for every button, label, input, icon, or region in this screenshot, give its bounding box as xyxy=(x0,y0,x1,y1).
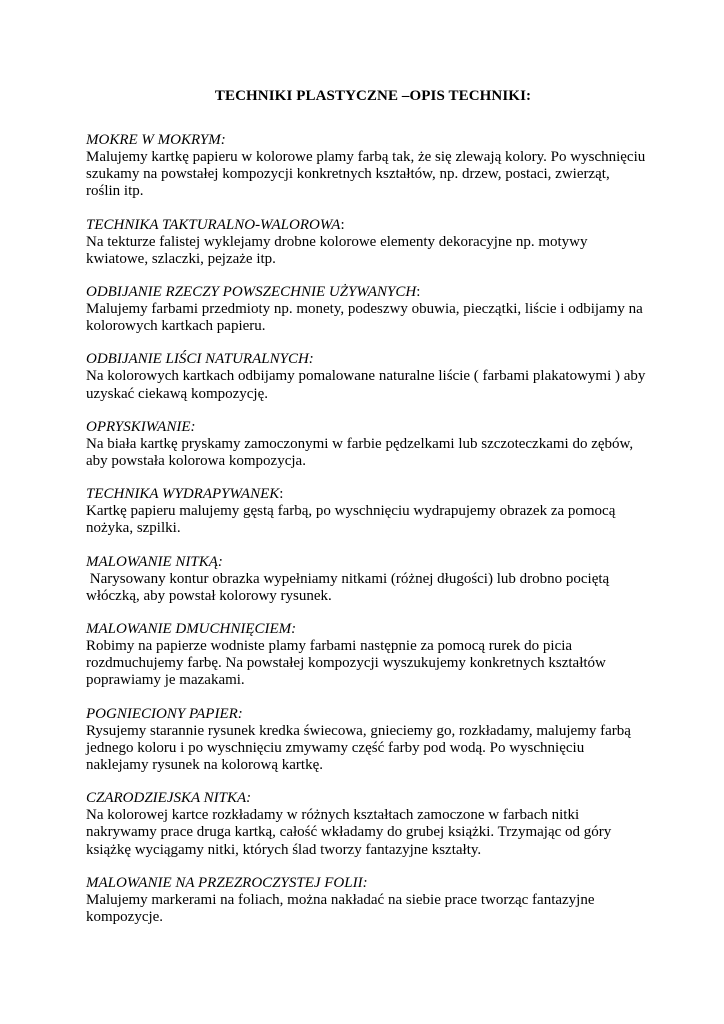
section-heading xyxy=(86,790,646,807)
section-heading-text: OPRYSKIWANIE: xyxy=(86,418,196,435)
section-body: Na kolorowych kartkach odbijamy pomalowane naturalne liście ( farbami plakatowymi ) aby uzyskać ciekawą kompozycję. xyxy=(86,368,646,402)
section-heading-suffix: : xyxy=(279,486,284,503)
section-mokre-w-mokrym xyxy=(86,132,646,201)
section-heading-text: MALOWANIE NITKĄ: xyxy=(86,553,223,570)
section-heading-text: MOKRE W MOKRYM: xyxy=(86,132,226,148)
section-body: Na biała kartkę pryskamy zamoczonymi w farbie pędzelkami lub szczoteczkami do zębów, aby powstała kolorowa kompozycja. xyxy=(86,435,634,470)
section-heading xyxy=(86,486,646,503)
section-pogniecony-papier xyxy=(86,706,646,775)
section-heading xyxy=(86,419,646,436)
section-opryskiwanie xyxy=(86,419,646,470)
section-heading xyxy=(86,706,646,723)
section-heading-text: CZARODZIEJSKA NITKA: xyxy=(86,790,252,807)
section-heading-text: POGNIECIONY PAPIER: xyxy=(86,705,243,722)
section-body: Na tekturze falistej wyklejamy drobne kolorowe elementy dekoracyjne np. motywy kwiatowe, szlaczki, pejzaże itp. xyxy=(86,233,588,267)
section-heading xyxy=(86,554,646,571)
document-page xyxy=(86,86,646,942)
section-heading-text: MALOWANIE DMUCHNIĘCIEM: xyxy=(86,621,297,638)
section-malowanie-nitka xyxy=(86,554,646,605)
section-body: Rysujemy starannie rysunek kredka świecowa, gnieciemy go, rozkładamy, malujemy farbą jednego koloru i po wyschnięciu zmywamy część farby pod wodą. Po wyschnięciu naklejamy rysunek na kolorową kartkę. xyxy=(86,722,631,774)
section-heading-text: ODBIJANIE LIŚCI NATURALNYCH: xyxy=(86,351,314,368)
section-heading xyxy=(86,132,646,149)
section-body: Na kolorowej kartce rozkładamy w różnych kształtach zamoczone w farbach nitki nakrywamy prace druga kartką, całość wkładamy do grubej książki. Trzymając od góry książkę wyciągamy nitki, których ślad tworzy fantazyjne kształty. xyxy=(86,807,612,858)
section-heading-text: TECHNIKA TAKTURALNO-WALOROWA xyxy=(86,216,341,233)
document-title: TECHNIKI PLASTYCZNE –OPIS TECHNIKI: xyxy=(214,88,532,104)
section-heading xyxy=(86,284,646,301)
section-body: Narysowany kontur obrazka wypełniamy nitkami (różnej długości) lub drobno pociętą włóczką, aby powstał kolorowy rysunek. xyxy=(86,570,613,604)
section-odbijanie-lisci xyxy=(86,351,646,402)
section-heading xyxy=(86,217,646,234)
section-body: Malujemy farbami przedmioty np. monety, podeszwy obuwia, pieczątki, liście i odbijamy na kolorowych kartkach papieru. xyxy=(86,301,643,335)
section-technika-wydrapywanek xyxy=(86,486,646,537)
section-body: Malujemy markerami na foliach, można nakładać na siebie prace tworząc fantazyjne kompozycje. xyxy=(86,891,595,926)
section-heading xyxy=(86,351,646,368)
section-body: Robimy na papierze wodniste plamy farbami następnie za pomocą rurek do picia rozdmuchujemy farbę. Na powstałej kompozycji wyszukujemy konkretnych kształtów poprawiamy je mazakami. xyxy=(86,638,606,689)
section-heading xyxy=(86,875,646,892)
section-heading-suffix: : xyxy=(340,216,345,233)
section-technika-takturalno-walorowa xyxy=(86,217,646,268)
section-heading-suffix: : xyxy=(416,284,421,301)
section-body: Malujemy kartkę papieru w kolorowe plamy farbą tak, że się zlewają kolory. Po wyschnięciu szukamy na powstałej kompozycji konkretnych kształtów, np. drzew, postaci, zwierząt, roślin itp. xyxy=(86,149,646,200)
section-heading-text: TECHNIKA WYDRAPYWANEK xyxy=(86,486,280,503)
section-czarodziejska-nitka xyxy=(86,790,646,859)
section-body: Kartkę papieru malujemy gęstą farbą, po wyschnięciu wydrapujemy obrazek za pomocą nożyka, szpilki. xyxy=(86,503,616,537)
section-malowanie-na-folii xyxy=(86,875,646,926)
section-malowanie-dmuchnieciem xyxy=(86,621,646,690)
section-odbijanie-rzeczy xyxy=(86,284,646,335)
section-heading xyxy=(86,621,646,638)
section-heading-text: ODBIJANIE RZECZY POWSZECHNIE UŻYWANYCH xyxy=(86,284,417,301)
section-heading-text: MALOWANIE NA PRZEZROCZYSTEJ FOLII: xyxy=(86,874,368,891)
